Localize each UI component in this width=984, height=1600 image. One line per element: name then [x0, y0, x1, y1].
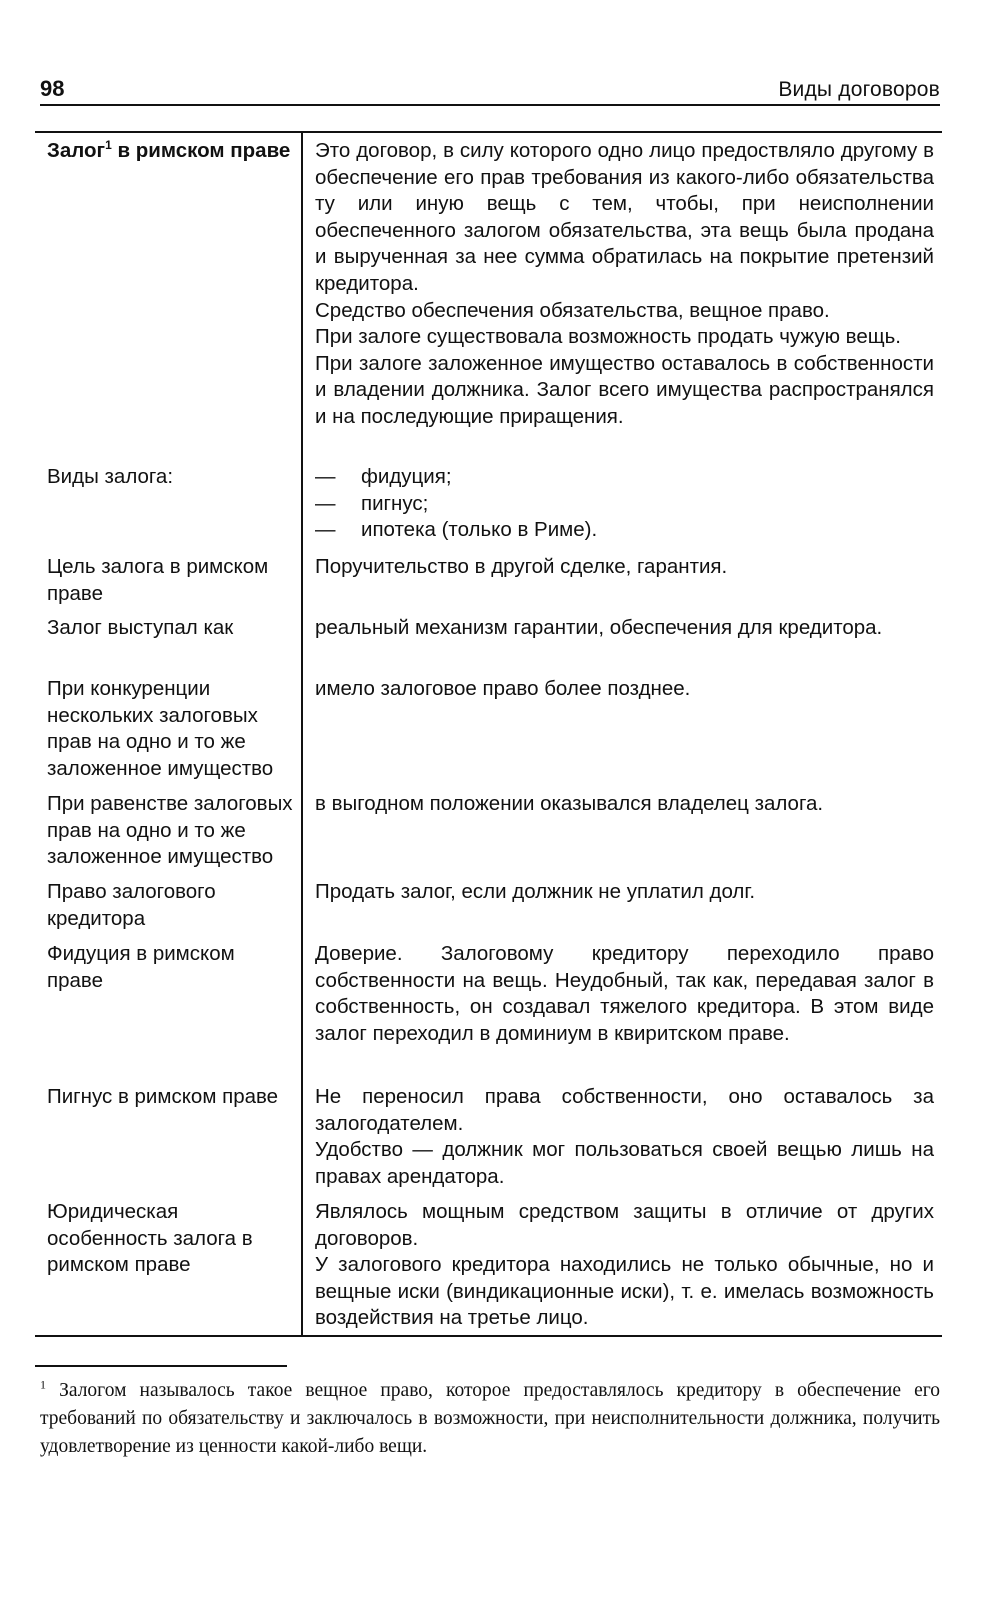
definition-paragraph: У залогового кредитора находились не только обычные, но и вещные иски (виндикационные иски), т. е. имелась возможность воздействия на третье лицо. — [315, 1253, 934, 1330]
definition-paragraph: Не переносил права собственности, оно оставалось за залогодателем. — [315, 1085, 934, 1135]
definition-paragraph: реальный механизм гарантии, обеспечения для кредитора. — [315, 616, 883, 639]
term-text: Виды залога: — [47, 465, 174, 488]
definition-paragraph: в выгодном положении оказывался владелец залога. — [315, 792, 824, 815]
table-row — [35, 460, 942, 551]
term-text: Залог выступал как — [47, 616, 234, 639]
term-cell — [35, 789, 303, 877]
footnote-mark: 1 — [40, 1377, 46, 1392]
definition-cell — [303, 789, 942, 877]
footnote — [40, 1377, 940, 1461]
definition-paragraph: Доверие. Залоговому кредитору переходило право собственности на вещь. Неудобный, так как, передавая залог в собственность, он создавал тяжелого кредитора. В этом виде залог переходил в доминиум в квиритском праве. — [315, 942, 934, 1045]
term-word: Залог — [47, 139, 106, 162]
term-text: Пигнус в римском праве — [47, 1085, 279, 1108]
term-cell — [35, 551, 303, 613]
table-row — [35, 551, 942, 613]
definitions-table — [35, 131, 942, 1337]
term-text: При равенстве залоговых прав на одно и то же заложенное имущество — [47, 792, 293, 869]
footnote-separator — [35, 1365, 287, 1367]
table-row — [35, 939, 942, 1081]
term-text: Юридическая особенность залога в римском праве — [47, 1200, 253, 1277]
definition-paragraph: При залоге существовала возможность продать чужую вещь. — [315, 325, 901, 349]
term-text: Цель залога в римском праве — [47, 555, 269, 605]
term-cell — [35, 1196, 303, 1335]
definition-cell — [303, 460, 942, 551]
definition-cell — [303, 1081, 942, 1196]
table-row — [35, 789, 942, 877]
term-cell — [35, 674, 303, 789]
definition-paragraph: имело залоговое право более позднее. — [315, 677, 691, 700]
footnote-ref[interactable]: 1 — [105, 138, 112, 153]
definition-paragraph: Удобство — должник мог пользоваться своей вещью лишь на правах арендатора. — [315, 1138, 934, 1188]
definition-paragraph: Поручительство в другой сделке, гарантия. — [315, 555, 728, 578]
table-row — [35, 1196, 942, 1335]
table-row — [35, 613, 942, 674]
table-row — [35, 1081, 942, 1196]
definition-cell — [303, 877, 942, 939]
page-number: 98 — [40, 76, 65, 101]
table-row — [35, 877, 942, 939]
list-item — [315, 464, 934, 491]
footnote-text: Залогом называлось такое вещное право, которое предоставлялось кредитору в обеспечение его требований по обязательству и заключалось в возможности, при неисполнительности должника, получить удовлетворение из ценности какой-либо вещи. — [40, 1380, 941, 1457]
term-cell — [35, 1081, 303, 1196]
definition-cell — [303, 939, 942, 1081]
term-text: Право залогового кредитора — [47, 880, 216, 930]
term-text: При конкуренции нескольких залоговых прав на одно и то же заложенное имущество — [47, 677, 274, 780]
term-cell — [35, 613, 303, 674]
table-row — [35, 674, 942, 789]
definition-cell — [303, 1196, 942, 1335]
term-text: Фидуция в римском праве — [47, 942, 235, 992]
term-cell — [35, 133, 303, 460]
definition-paragraph: Средство обеспечения обязательства, вещное право. — [315, 298, 830, 322]
term-text — [47, 138, 295, 165]
page-header — [40, 70, 940, 106]
definition-paragraph: При залоге заложенное имущество оставалось в собственности и владении должника. Залог всего имущества распространялся и на последующие приращения. — [315, 351, 934, 428]
list-item-text: фидуция; — [361, 465, 452, 488]
definition-cell — [303, 133, 942, 460]
term-cell — [35, 460, 303, 551]
dash-marker: — — [315, 518, 336, 542]
term-word-rest: в римском праве — [111, 139, 291, 162]
definition-cell — [303, 613, 942, 674]
list-item — [315, 517, 934, 544]
dash-marker: — — [315, 491, 336, 515]
running-title: Виды договоров — [778, 78, 940, 101]
definition-paragraph: Продать залог, если должник не уплатил долг. — [315, 880, 756, 903]
definition-paragraph: Являлось мощным средством защиты в отличие от других договоров. — [315, 1200, 934, 1250]
term-cell — [35, 877, 303, 939]
definition-cell — [303, 551, 942, 613]
term-cell — [35, 939, 303, 1081]
definition-cell — [303, 674, 942, 789]
list-item-text: пигнус; — [361, 491, 429, 515]
list-item-text: ипотека (только в Риме). — [361, 518, 598, 542]
table-row — [35, 133, 942, 460]
list-item — [315, 491, 934, 518]
definition-paragraph: Это договор, в силу которого одно лицо предоствляло другому в обеспечение его прав требования из какого-либо обязательства ту или иную вещь с тем, чтобы, при неисполнении обеспеченного залогом обязательства, эта вещь была продана и вырученная за нее сумма обратилась на покрытие претензий кредитора. — [315, 139, 934, 295]
dash-marker: — — [315, 465, 336, 488]
